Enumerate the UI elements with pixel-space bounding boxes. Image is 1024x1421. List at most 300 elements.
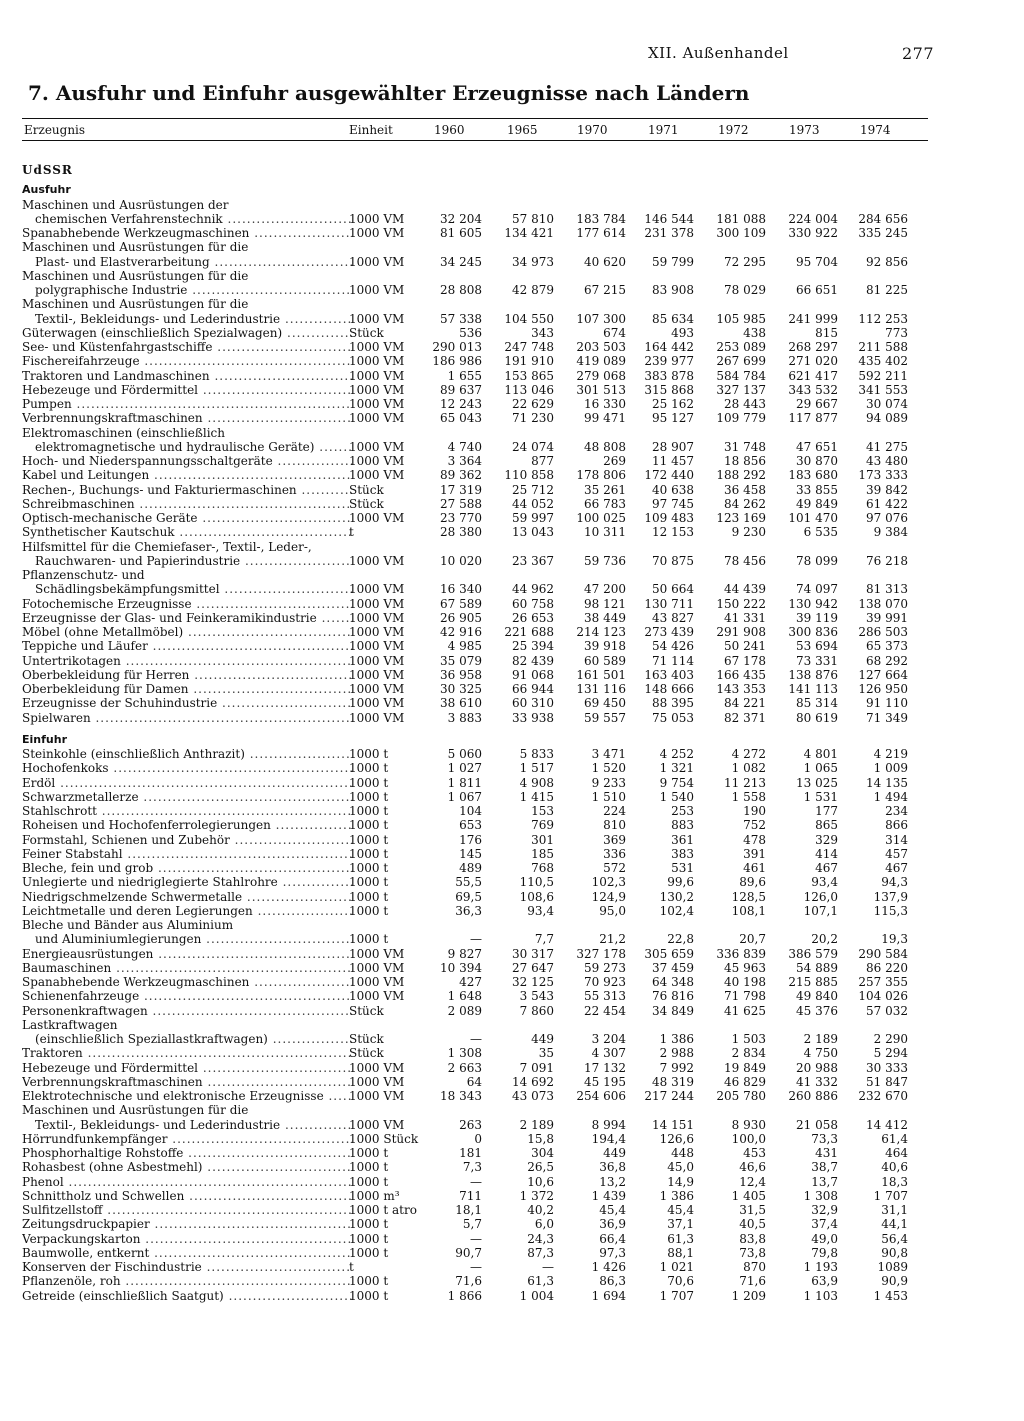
value-cell: 54 426 <box>652 639 694 654</box>
value-cell: 13,7 <box>811 1174 838 1189</box>
value-cell: 186 986 <box>432 354 482 369</box>
value-cell: 85 314 <box>796 696 838 711</box>
value-cell: 271 020 <box>788 354 838 369</box>
value-cell: 8 994 <box>591 1117 626 1132</box>
product-name: Stahlschrott ..... <box>22 804 352 818</box>
import-heading-text: Einfuhr <box>22 732 67 746</box>
value-cell: 72 295 <box>724 254 766 269</box>
value-cell: 37 459 <box>652 960 694 975</box>
value-cell: 109 779 <box>716 411 766 426</box>
value-cell: 91 110 <box>866 696 908 711</box>
table-row <box>22 975 928 989</box>
value-cell: 14 412 <box>866 1117 908 1132</box>
product-name: Phenol ..... <box>22 1175 352 1189</box>
unit-cell: 1000 VM <box>349 382 405 397</box>
value-cell: 49,0 <box>811 1231 838 1246</box>
table-row <box>22 1232 928 1246</box>
value-cell: 176 <box>459 832 482 847</box>
value-cell: 181 088 <box>716 211 766 226</box>
value-cell: 301 <box>531 832 554 847</box>
value-cell: 419 089 <box>576 354 626 369</box>
value-cell: 4 740 <box>447 439 482 454</box>
value-cell: 143 353 <box>716 682 766 696</box>
value-cell: 40 198 <box>724 975 766 989</box>
product-name: Fischereifahrzeuge ..... <box>22 354 352 368</box>
value-cell: 1 009 <box>873 761 908 776</box>
product-name: Leichtmetalle und deren Legierungen ..... <box>22 904 352 918</box>
value-cell: 181 <box>459 1146 482 1160</box>
unit-cell: 1000 VM <box>349 1060 405 1075</box>
table-row <box>22 776 928 790</box>
value-cell: 211 588 <box>858 340 908 354</box>
value-cell: 241 999 <box>788 311 838 326</box>
value-cell: 89 362 <box>440 468 482 483</box>
value-cell: 15,8 <box>527 1131 554 1146</box>
value-cell: 3 471 <box>591 747 626 761</box>
value-cell: 1 707 <box>659 1288 694 1303</box>
value-cell: 431 <box>815 1146 838 1160</box>
column-header-year: 1974 <box>860 123 891 137</box>
value-cell: 57 032 <box>866 1003 908 1018</box>
value-cell: 28 443 <box>724 397 766 411</box>
value-cell: 1 517 <box>519 761 554 776</box>
value-cell: 40,2 <box>527 1203 554 1217</box>
value-cell: 9 827 <box>447 946 482 961</box>
table-row <box>22 818 928 832</box>
value-cell: 30 074 <box>866 397 908 411</box>
value-cell: 43 480 <box>866 454 908 468</box>
table-row <box>22 597 928 611</box>
value-cell: 41 625 <box>724 1003 766 1018</box>
table-row <box>22 918 928 932</box>
value-cell: 493 <box>671 325 694 340</box>
product-name: Verbrennungskraftmaschinen ..... <box>22 1075 352 1089</box>
value-cell: 99,6 <box>667 875 694 890</box>
value-cell: 51 847 <box>866 1074 908 1089</box>
value-cell: 134 421 <box>504 226 554 240</box>
value-cell: 33 938 <box>512 710 554 725</box>
value-cell: 39 842 <box>866 482 908 497</box>
table-row <box>22 1018 928 1032</box>
value-cell: 42 916 <box>440 625 482 639</box>
table-row <box>22 711 928 725</box>
value-cell: 130 711 <box>644 596 694 611</box>
value-cell: 46 829 <box>724 1074 766 1089</box>
value-cell: 27 588 <box>440 496 482 511</box>
page-number: 277 <box>901 44 934 63</box>
unit-cell: 1000 VM <box>349 1074 405 1089</box>
table-row <box>22 747 928 761</box>
value-cell: 44 439 <box>724 582 766 597</box>
value-cell: 83,8 <box>739 1231 766 1246</box>
value-cell: 163 403 <box>644 667 694 682</box>
value-cell: 128,5 <box>731 889 766 904</box>
value-cell: 13 025 <box>796 775 838 790</box>
product-name: Baumwolle, entkernt ..... <box>22 1246 352 1260</box>
value-cell: 82 439 <box>512 653 554 668</box>
unit-cell: 1000 VM <box>349 1117 405 1132</box>
value-cell: 67 178 <box>724 653 766 668</box>
table-row <box>22 890 928 904</box>
value-cell: 89,6 <box>739 875 766 890</box>
product-name: Traktoren und Landmaschinen ..... <box>22 369 352 383</box>
value-cell: 85 634 <box>652 311 694 326</box>
unit-cell: Stück <box>349 1032 384 1046</box>
value-cell: 427 <box>459 975 482 989</box>
value-cell: 2 834 <box>731 1046 766 1061</box>
value-cell: 73,8 <box>739 1245 766 1260</box>
value-cell: 20 988 <box>796 1060 838 1075</box>
unit-cell: 1000 VM <box>349 354 405 369</box>
value-cell: 99 471 <box>584 411 626 426</box>
value-cell: 815 <box>815 325 838 340</box>
value-cell: 94,3 <box>881 875 908 890</box>
value-cell: 102,3 <box>591 875 626 890</box>
value-cell: 71,6 <box>739 1274 766 1289</box>
value-cell: 768 <box>531 861 554 875</box>
value-cell: 1 439 <box>591 1188 626 1203</box>
value-cell: 78 099 <box>796 553 838 568</box>
value-cell: 66,4 <box>599 1231 626 1246</box>
value-cell: 341 553 <box>858 382 908 397</box>
value-cell: 336 839 <box>716 946 766 961</box>
product-name: Erzeugnisse der Schuhindustrie ..... <box>22 696 352 710</box>
product-name: Erzeugnisse der Glas- und Feinkeramikindustrie ..... <box>22 611 352 625</box>
value-cell: 90,9 <box>881 1274 908 1289</box>
value-cell: 38 449 <box>584 610 626 625</box>
product-name: Konserven der Fischindustrie ..... <box>22 1260 352 1274</box>
value-cell: 124,9 <box>591 889 626 904</box>
unit-cell: t <box>349 1260 354 1274</box>
value-cell: 70 923 <box>584 975 626 989</box>
value-cell: 108,1 <box>731 903 766 918</box>
product-name: Hebezeuge und Fördermittel ..... <box>22 1061 352 1075</box>
value-cell: 286 503 <box>858 625 908 639</box>
value-cell: 12 243 <box>440 397 482 411</box>
value-cell: 315 868 <box>644 382 694 397</box>
value-cell: 284 656 <box>858 211 908 226</box>
product-name: Baumaschinen ..... <box>22 961 352 975</box>
value-cell: 449 <box>531 1032 554 1046</box>
value-cell: 6,0 <box>534 1217 554 1232</box>
value-cell: 9 384 <box>873 525 908 540</box>
value-cell: 810 <box>603 818 626 833</box>
value-cell: 47 651 <box>796 439 838 454</box>
value-cell: 49 840 <box>796 989 838 1004</box>
product-name: See- und Küstenfahrgastschiffe ..... <box>22 340 352 354</box>
value-cell: 621 417 <box>788 368 838 383</box>
value-cell: 35 079 <box>440 653 482 668</box>
value-cell: 40 620 <box>584 254 626 269</box>
value-cell: 36,8 <box>599 1160 626 1175</box>
product-name: Steinkohle (einschließlich Anthrazit) ..... <box>22 747 352 761</box>
value-cell: 273 439 <box>644 625 694 639</box>
value-cell: 8 930 <box>731 1117 766 1132</box>
value-cell: 43 073 <box>512 1089 554 1103</box>
unit-cell: 1000 VM <box>349 596 405 611</box>
value-cell: 12,4 <box>739 1174 766 1189</box>
value-cell: 6 535 <box>803 525 838 540</box>
value-cell: 75 053 <box>652 710 694 725</box>
value-cell: 91 068 <box>512 667 554 682</box>
value-cell: 1 308 <box>447 1046 482 1061</box>
value-cell: 0 <box>474 1131 482 1146</box>
value-cell: 221 688 <box>504 625 554 639</box>
value-cell: 290 584 <box>858 946 908 961</box>
value-cell: 9 754 <box>659 775 694 790</box>
value-cell: 584 784 <box>716 368 766 383</box>
value-cell: 97,3 <box>599 1245 626 1260</box>
value-cell: 94 089 <box>866 411 908 426</box>
value-cell: 1 558 <box>731 789 766 804</box>
value-cell: 870 <box>743 1260 766 1274</box>
table-row <box>22 411 928 425</box>
unit-cell: 1000 VM <box>349 582 405 597</box>
column-header-year: 1970 <box>577 123 608 137</box>
value-cell: 104 550 <box>504 311 554 326</box>
unit-cell: 1000 t <box>349 804 389 818</box>
table-row <box>22 1246 928 1260</box>
table-row <box>22 961 928 975</box>
unit-cell: 1000 t <box>349 1217 389 1232</box>
product-name: Maschinen und Ausrüstungen für die <box>22 297 249 312</box>
value-cell: 260 886 <box>788 1089 838 1103</box>
unit-cell: 1000 VM <box>349 610 405 625</box>
value-cell: 101 470 <box>788 511 838 525</box>
table-row <box>22 1089 928 1103</box>
product-name: Getreide (einschließlich Saatgut) ..... <box>22 1289 352 1303</box>
value-cell: 257 355 <box>858 975 908 989</box>
value-cell: 61,4 <box>881 1131 908 1146</box>
value-cell: 60 758 <box>512 596 554 611</box>
product-name: (einschließlich Speziallastkraftwagen) ..... <box>35 1032 352 1046</box>
product-name: Personenkraftwagen ..... <box>22 1004 352 1018</box>
value-cell: 5 060 <box>447 747 482 761</box>
table-row <box>22 833 928 847</box>
product-name: chemischen Verfahrenstechnik ..... <box>35 212 352 226</box>
value-cell: 93,4 <box>811 875 838 890</box>
value-cell: 18 343 <box>440 1089 482 1103</box>
value-cell: 1 503 <box>731 1032 766 1046</box>
table-row <box>22 1061 928 1075</box>
export-heading <box>22 183 928 197</box>
value-cell: 214 123 <box>576 625 626 639</box>
unit-cell: 1000 m³ <box>349 1188 400 1203</box>
unit-cell: 1000 t <box>349 846 389 861</box>
value-cell: 105 985 <box>716 311 766 326</box>
value-cell: 23 367 <box>512 553 554 568</box>
value-cell: 1 426 <box>591 1260 626 1274</box>
table-row <box>22 761 928 775</box>
unit-cell: 1000 VM <box>349 397 405 411</box>
table-row <box>22 483 928 497</box>
value-cell: 21,2 <box>599 932 626 947</box>
value-cell: 35 <box>538 1046 554 1061</box>
value-cell: 674 <box>603 325 626 340</box>
table-row <box>22 540 928 554</box>
value-cell: 153 865 <box>504 368 554 383</box>
value-cell: 11 213 <box>724 775 766 790</box>
value-cell: 305 659 <box>644 946 694 961</box>
value-cell: 71,6 <box>455 1274 482 1289</box>
value-cell: 653 <box>459 818 482 833</box>
product-name: Zeitungsdruckpapier ..... <box>22 1217 352 1231</box>
value-cell: 110 858 <box>504 468 554 483</box>
value-cell: 453 <box>743 1146 766 1160</box>
section-title: XII. Außenhandel <box>648 44 789 62</box>
value-cell: 1 520 <box>591 761 626 776</box>
product-name: Möbel (ohne Metallmöbel) ..... <box>22 625 352 639</box>
table-row <box>22 1075 928 1089</box>
unit-cell: 1000 t <box>349 1231 389 1246</box>
product-name: Hochofenkoks ..... <box>22 761 352 775</box>
value-cell: 290 013 <box>432 340 482 354</box>
value-cell: 36 958 <box>440 667 482 682</box>
product-name: Schädlingsbekämpfungsmittel ..... <box>35 582 352 596</box>
value-cell: 7 992 <box>659 1060 694 1075</box>
table-row <box>22 297 928 311</box>
value-cell: 464 <box>885 1146 908 1160</box>
product-name: Maschinen und Ausrüstungen für die <box>22 268 249 283</box>
value-cell: 107 300 <box>576 311 626 326</box>
product-name: Rauchwaren- und Papierindustrie ..... <box>35 554 352 568</box>
unit-cell: 1000 t <box>349 875 389 890</box>
value-cell: 81 605 <box>440 226 482 240</box>
product-name: Elektromaschinen (einschließlich <box>22 425 225 440</box>
value-cell: 44 052 <box>512 496 554 511</box>
unit-cell: Stück <box>349 496 384 511</box>
unit-cell: 1000 VM <box>349 639 405 654</box>
value-cell: 217 244 <box>644 1089 694 1103</box>
value-cell: 113 046 <box>504 382 554 397</box>
table-row <box>22 654 928 668</box>
table-row <box>22 989 928 1003</box>
value-cell: 16 330 <box>584 397 626 411</box>
value-cell: 414 <box>815 846 838 861</box>
value-cell: 36,9 <box>599 1217 626 1232</box>
value-cell: 30 333 <box>866 1060 908 1075</box>
unit-cell: 1000 t <box>349 1274 389 1289</box>
table-row <box>22 1175 928 1189</box>
value-cell: 166 435 <box>716 667 766 682</box>
value-cell: — <box>470 1174 482 1189</box>
value-cell: 112 253 <box>858 311 908 326</box>
value-cell: 109 483 <box>644 511 694 525</box>
value-cell: 30 325 <box>440 682 482 696</box>
value-cell: 343 532 <box>788 382 838 397</box>
value-cell: 234 <box>885 804 908 818</box>
unit-cell: 1000 VM <box>349 254 405 269</box>
value-cell: 1 193 <box>803 1260 838 1274</box>
unit-cell: 1000 t <box>349 761 389 776</box>
table-row <box>22 1274 928 1288</box>
value-cell: 161 501 <box>576 667 626 682</box>
unit-cell: 1000 VM <box>349 1089 405 1103</box>
value-cell: 1 386 <box>659 1188 694 1203</box>
value-cell: 177 <box>815 804 838 818</box>
product-name: Unlegierte und niedriglegierte Stahlrohre ..... <box>22 875 352 889</box>
value-cell: 32 204 <box>440 211 482 226</box>
product-name: Spanabhebende Werkzeugmaschinen ..... <box>22 226 352 240</box>
value-cell: 71 230 <box>512 411 554 426</box>
value-cell: 41 331 <box>724 610 766 625</box>
value-cell: 71 349 <box>866 710 908 725</box>
value-cell: 35 261 <box>584 482 626 497</box>
value-cell: 60 310 <box>512 696 554 711</box>
product-name: Textil-, Bekleidungs- und Lederindustrie ..... <box>35 312 352 326</box>
unit-cell: 1000 VM <box>349 211 405 226</box>
value-cell: 24 074 <box>512 439 554 454</box>
value-cell: 126 950 <box>858 682 908 696</box>
table-row <box>22 1132 928 1146</box>
unit-cell: 1000 t <box>349 818 389 833</box>
value-cell: 69 450 <box>584 696 626 711</box>
value-cell: 224 <box>603 804 626 818</box>
value-cell: 25 394 <box>512 639 554 654</box>
table-row <box>22 312 928 326</box>
unit-cell: 1000 t <box>349 789 389 804</box>
value-cell: 343 <box>531 325 554 340</box>
value-cell: 769 <box>531 818 554 833</box>
value-cell: 61,3 <box>527 1274 554 1289</box>
unit-cell: 1000 VM <box>349 710 405 725</box>
unit-cell: 1000 VM <box>349 511 405 525</box>
value-cell: 57 810 <box>512 211 554 226</box>
value-cell: 69,5 <box>455 889 482 904</box>
value-cell: 5 294 <box>873 1046 908 1061</box>
value-cell: 12 153 <box>652 525 694 540</box>
value-cell: 489 <box>459 861 482 875</box>
value-cell: 82 371 <box>724 710 766 725</box>
value-cell: 31 748 <box>724 439 766 454</box>
unit-cell: Stück <box>349 325 384 340</box>
unit-cell: 1000 t <box>349 889 389 904</box>
value-cell: 26 905 <box>440 610 482 625</box>
unit-cell: 1000 VM <box>349 667 405 682</box>
product-name: Verbrennungskraftmaschinen ..... <box>22 411 352 425</box>
product-name: Verpackungskarton ..... <box>22 1232 352 1246</box>
product-name: Textil-, Bekleidungs- und Lederindustrie ..... <box>35 1118 352 1132</box>
product-name: Pflanzenöle, roh ..... <box>22 1274 352 1288</box>
country-heading-text: UdSSR <box>22 163 73 177</box>
value-cell: 66 944 <box>512 682 554 696</box>
value-cell: 27 647 <box>512 960 554 975</box>
value-cell: 70,6 <box>667 1274 694 1289</box>
table-row <box>22 1032 928 1046</box>
value-cell: 2 189 <box>519 1117 554 1132</box>
value-cell: 4 985 <box>447 639 482 654</box>
value-cell: 3 364 <box>447 454 482 468</box>
value-cell: 19 849 <box>724 1060 766 1075</box>
value-cell: 457 <box>885 846 908 861</box>
value-cell: 185 <box>531 846 554 861</box>
column-header-year: 1960 <box>434 123 465 137</box>
column-header-year: 1973 <box>789 123 820 137</box>
value-cell: 20,7 <box>739 932 766 947</box>
value-cell: 89 637 <box>440 382 482 397</box>
value-cell: 2 663 <box>447 1060 482 1075</box>
value-cell: 115,3 <box>873 903 908 918</box>
table-body <box>22 163 928 1323</box>
value-cell: 64 348 <box>652 975 694 989</box>
value-cell: 335 245 <box>858 226 908 240</box>
value-cell: 78 029 <box>724 283 766 297</box>
value-cell: 88,1 <box>667 1245 694 1260</box>
value-cell: 59 799 <box>652 254 694 269</box>
value-cell: 71 114 <box>652 653 694 668</box>
table-row <box>22 1189 928 1203</box>
value-cell: — <box>470 1260 482 1274</box>
